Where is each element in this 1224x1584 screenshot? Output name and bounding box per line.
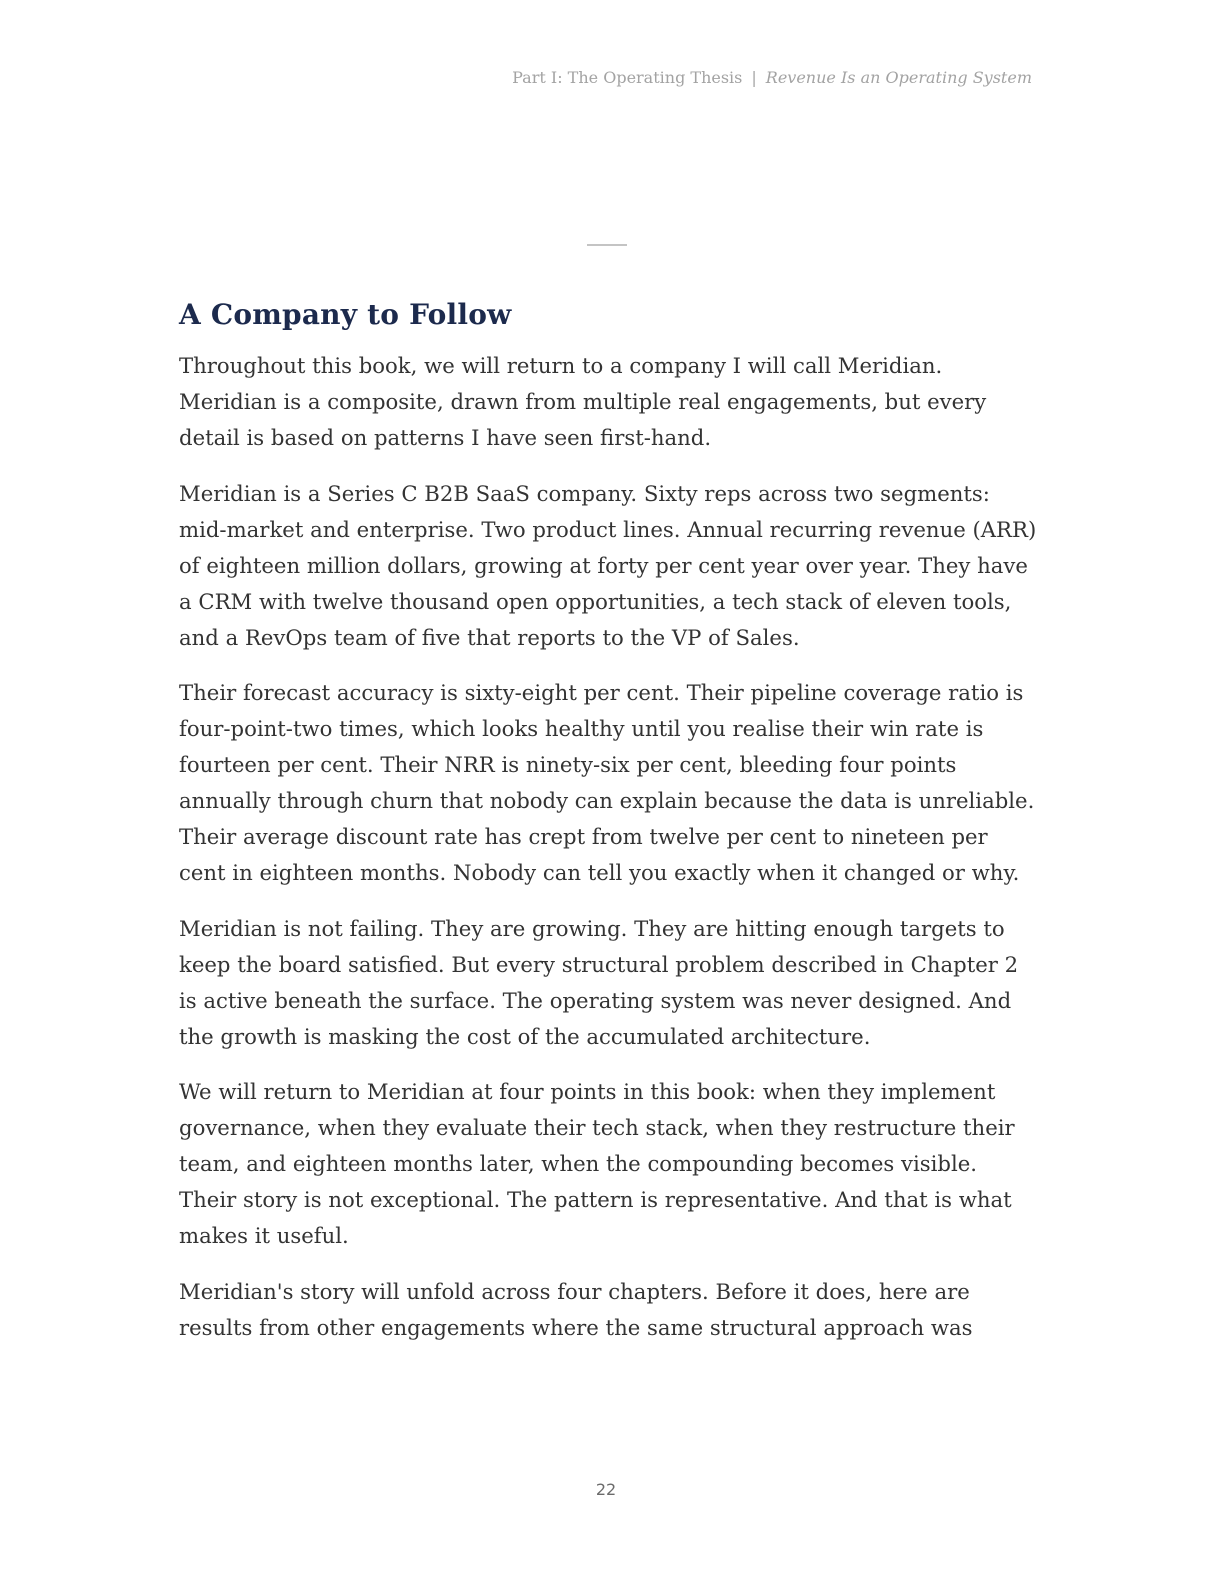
page-number: 22 bbox=[595, 1480, 617, 1499]
running-header-separator: | bbox=[751, 68, 757, 87]
running-header-chapter: Revenue Is an Operating System bbox=[765, 68, 1032, 87]
body-paragraph: We will return to Meridian at four points in this book: when they implement governance, when they evaluate their tech stack, when they restructure their team, and eighteen months later, when the compounding becomes visible. Their story is not exceptional. The pattern is representative. And that is what makes it useful. bbox=[179, 1079, 1015, 1248]
running-header-part: Part I: The Operating Thesis bbox=[512, 68, 743, 87]
body-paragraph: Meridian is not failing. They are growing. They are hitting enough targets to keep the board satisfied. But every structural problem described in Chapter 2 is active beneath the surface. The operating system was never designed. And the growth is masking the cost of the accumulated architecture. bbox=[179, 915, 1019, 1049]
body-paragraph: Throughout this book, we will return to a company I will call Meridian. Meridian is a composite, drawn from multiple real engagements, but every detail is based on patterns I have seen first-hand. bbox=[179, 353, 987, 450]
body-paragraph: Meridian's story will unfold across four chapters. Before it does, here are results from other engagements where the same structural approach was bbox=[179, 1278, 973, 1340]
page-body bbox=[179, 292, 1037, 1365]
running-header bbox=[512, 68, 1032, 87]
section-title: A Company to Follow bbox=[179, 298, 512, 331]
section-divider-ornament bbox=[587, 244, 627, 246]
body-paragraph: Meridian is a Series C B2B SaaS company. Sixty reps across two segments: mid-market and enterprise. Two product lines. Annual recurring revenue (ARR) of eighteen million dollars, growing at forty per cent year over year. They have a CRM with twelve thousand open opportunities, a tech stack of eleven tools, and a RevOps team of five that reports to the VP of Sales. bbox=[179, 480, 1037, 650]
body-paragraph: Their forecast accuracy is sixty-eight per cent. Their pipeline coverage ratio is four-point-two times, which looks healthy until you realise their win rate is fourteen per cent. Their NRR is ninety-six per cent, bleeding four points annually through churn that nobody can explain because the data is unreliable. Their average discount rate has crept from twelve per cent to nineteen per cent in eighteen months. Nobody can tell you exactly when it changed or why. bbox=[179, 680, 1035, 885]
